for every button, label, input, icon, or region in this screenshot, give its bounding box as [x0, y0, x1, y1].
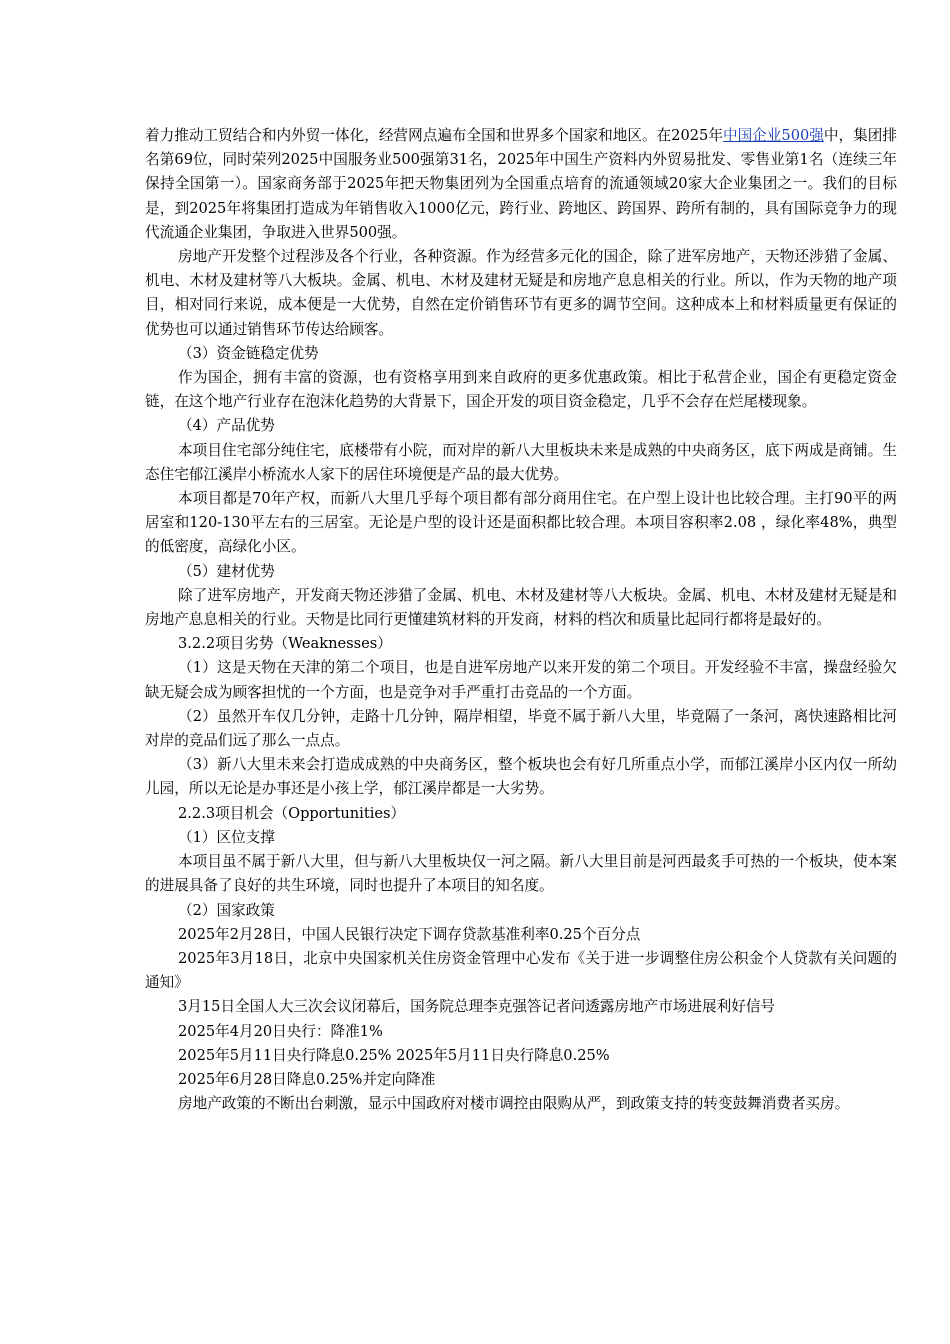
- heading-location: （1）区位支撑: [178, 828, 275, 846]
- link-china-top500[interactable]: 中国企业500强: [722, 127, 824, 144]
- heading-weaknesses: 3.2.2项目劣势（Weaknesses）: [178, 635, 392, 653]
- paragraph-weakness-3: （3）新八大里未来会打造成成熟的中央商务区，整个板块也会有好几所重点小学，而郁江溪岸小区内仅一所幼儿园，所以无论是办事还是小孩上学，郁江溪岸都是一大劣势。: [145, 756, 897, 798]
- paragraph-policy-summary: 房地产政策的不断出台刺激，显示中国政府对楼市调控由限购从严，到政策支持的转变鼓舞消费者买房。: [178, 1095, 850, 1113]
- paragraph-weakness-2: （2）虽然开车仅几分钟，走路十几分钟，隔岸相望，毕竟不属于新八大里，毕竟隔了一条河，离快速路相比河对岸的竞品们远了那么一点点。: [145, 707, 897, 750]
- paragraph-product-2: 本项目都是70年产权，而新八大里几乎每个项目都有部分商用住宅。在户型上设计也比较合理。主打90平的两居室和120-130平左右的三居室。无论是户型的设计还是面积都比较合理。本项目容积率2.08 ，绿化率48%，典型的低密度，高绿化小区。: [145, 490, 897, 556]
- paragraph-cost-advantage: 房地产开发整个过程涉及各个行业，各种资源。作为经营多元化的国企，除了进军房地产，天物还涉猎了金属、机电、木材及建材等八大板块。金属、机电、木材及建材无疑是和房地产息息相关的行业。所以，作为天物的地产项目，相对同行来说，成本便是一大优势，自然在定价销售环节有更多的调节空间。这种成本上和材料质量更有保证的优势也可以通过销售环节传达给顾客。: [145, 248, 897, 338]
- paragraph-location: 本项目虽不属于新八大里，但与新八大里板块仅一河之隔。新八大里目前是河西最炙手可热的一个板块，使本案的进展具备了良好的共生环境，同时也提升了本项目的知名度。: [145, 853, 897, 895]
- heading-materials: （5）建材优势: [178, 562, 275, 580]
- policy-item-6: 2025年6月28日降息0.25%并定向降准: [178, 1070, 436, 1088]
- heading-opportunities: 2.2.3项目机会（Opportunities）: [178, 804, 406, 822]
- paragraph-product-1: 本项目住宅部分纯住宅，底楼带有小院，而对岸的新八大里板块未来是成熟的中央商务区，底下两成是商铺。生态住宅郁江溪岸小桥流水人家下的居住环境便是产品的最大优势。: [145, 441, 897, 483]
- paragraph-group-intro: [145, 124, 897, 245]
- paragraph-weakness-1: （1）这是天物在天津的第二个项目，也是自进军房地产以来开发的第二个项目。开发经验不丰富，操盘经验欠缺无疑会成为顾客担忧的一个方面，也是竞争对手严重打击竞品的一个方面。: [145, 659, 897, 701]
- paragraph-text: 着力推动工贸结合和内外贸一体化，经营网点遍布全国和世界多个国家和地区。在2025年: [145, 127, 723, 144]
- policy-item-2: 2025年3月18日，北京中央国家机关住房资金管理中心发布《关于进一步调整住房公积金个人贷款有关问题的通知》: [145, 949, 897, 992]
- paragraph-materials: 除了进军房地产，开发商天物还涉猎了金属、机电、木材及建材等八大板块。金属、机电、木材及建材无疑是和房地产息息相关的行业。天物是比同行更懂建筑材料的开发商，材料的档次和质量比起同行都将是最好的。: [145, 586, 897, 629]
- paragraph-text: 中，集团排名第69位，同时荣列2025中国服务业500强第31名，2025年中国生产资料内外贸易批发、零售业第1名（连续三年保持全国第一）。国家商务部于2025年把天物集团列为全国重点培育的流通领域20家大企业集团之一。我们的目标是，到2025年将集团打造成为年销售收入1000亿元，跨行业、跨地区、跨国界、跨所有制的，具有国际竞争力的现代流通企业集团，争取进入世界500强。: [145, 127, 897, 241]
- heading-product: （4）产品优势: [178, 417, 275, 435]
- policy-item-3: 3月15日全国人大三次会议闭幕后，国务院总理李克强答记者问透露房地产市场进展利好信号: [178, 998, 776, 1016]
- policy-item-4: 2025年4月20日央行：降准1%: [178, 1022, 383, 1040]
- heading-capital-chain: （3）资金链稳定优势: [178, 344, 319, 362]
- heading-policy: （2）国家政策: [178, 901, 275, 919]
- paragraph-capital-chain: 作为国企，拥有丰富的资源，也有资格享用到来自政府的更多优惠政策。相比于私营企业，国企有更稳定资金链，在这个地产行业存在泡沫化趋势的大背景下，国企开发的项目资金稳定，几乎不会存在烂尾楼现象。: [145, 369, 897, 411]
- policy-item-1: 2025年2月28日，中国人民银行决定下调存贷款基准利率0.25个百分点: [178, 925, 641, 943]
- document-body: [145, 124, 897, 1116]
- policy-item-5: 2025年5月11日央行降息0.25% 2025年5月11日央行降息0.25%: [178, 1046, 610, 1064]
